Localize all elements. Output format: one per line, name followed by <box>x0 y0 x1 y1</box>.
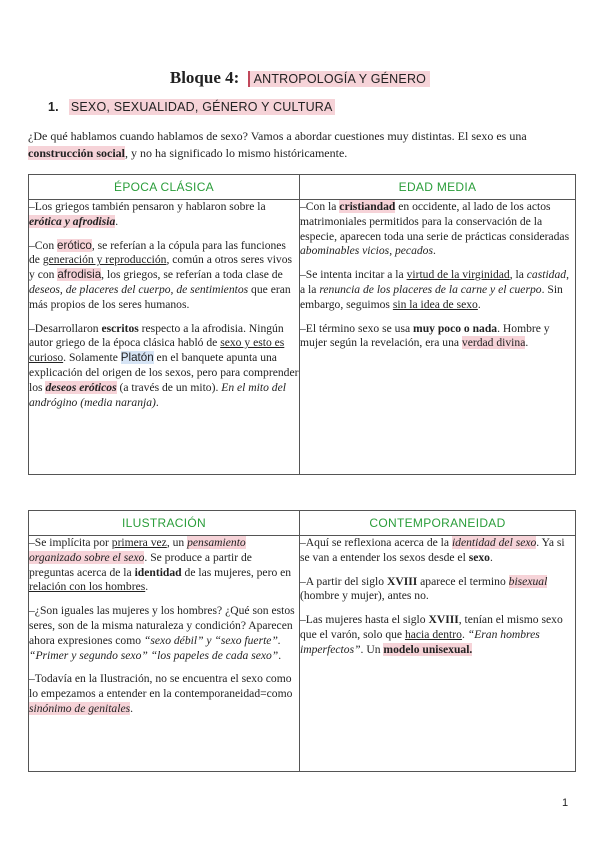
table-ilustracion-contemporaneidad <box>28 510 576 772</box>
intro-text-end: , y no ha significado lo mismo históricamente. <box>125 146 348 160</box>
paragraph: –Todavía en la Ilustración, no se encuentra el sexo como lo empezamos a entender en la contemporaneidad=como sinónimo de genitales. <box>29 672 293 715</box>
section-heading <box>48 100 335 114</box>
header-ilustracion: ILUSTRACIÓN <box>29 511 300 536</box>
paragraph: –¿Son iguales las mujeres y los hombres? ¿Qué son estos seres, son de la misma naturaleza y condición? Aparecen ahora expresiones como “sexo débil” y “sexo fuerte”. “Primer y segundo sexo” “los papeles de cada sexo”. <box>29 604 295 662</box>
paragraph: –Se implícita por primera vez, un pensamiento organizado sobre el sexo. Se produce a partir de preguntas acerca de la identidad de las mujeres, pero en relación con los hombres. <box>29 536 292 594</box>
cell-contemporaneidad <box>300 536 576 772</box>
page-number: 1 <box>562 797 569 809</box>
bloque-subject: ANTROPOLOGÍA Y GÉNERO <box>248 71 431 87</box>
bloque-label: Bloque 4: <box>169 68 240 87</box>
header-epoca-clasica: ÉPOCA CLÁSICA <box>29 175 300 200</box>
paragraph: –A partir del siglo XVIII aparece el termino bisexual (hombre y mujer), antes no. <box>300 574 548 603</box>
intro-paragraph <box>28 128 573 162</box>
section-number: 1. <box>48 100 59 114</box>
table-clasica-media <box>28 174 576 475</box>
cell-epoca-clasica <box>29 200 300 475</box>
header-contemporaneidad: CONTEMPORANEIDAD <box>300 511 576 536</box>
page-title <box>0 68 600 88</box>
paragraph: –El término sexo se usa muy poco o nada. Hombre y mujer según la revelación, era una verdad divina. <box>300 321 550 350</box>
cell-edad-media <box>300 200 576 475</box>
paragraph: –Aquí se reflexiona acerca de la identidad del sexo. Ya si se van a entender los sexos desde el sexo. <box>300 536 565 564</box>
section-title: SEXO, SEXUALIDAD, GÉNERO Y CULTURA <box>70 100 333 114</box>
paragraph: –Con la cristiandad en occidente, al lado de los actos matrimoniales permitidos para la conservación de la especie, aparecen toda una serie de prácticas consideradas abominables vicios, pecados. <box>300 200 570 258</box>
paragraph: –Desarrollaron escritos respecto a la afrodisia. Ningún autor griego de la época clásica habló de sexo y esto es curioso. Solamente Platón en el banquete apunta una explicación del origen de los sexos, pero para comprender los deseos eróticos (a través de un mito). En el mito del andrógino (media naranja). <box>29 321 299 409</box>
header-edad-media: EDAD MEDIA <box>300 175 576 200</box>
paragraph: –Se intenta incitar a la virtud de la virginidad, la castidad, a la renuncia de los placeres de la carne y el cuerpo. Sin embargo, seguimos sin la idea de sexo. <box>300 268 569 311</box>
paragraph: –Con erótico, se referían a la cópula para las funciones de generación y reproducción, común a otros seres vivos y con afrodisia, los griegos, se referían a toda clase de deseos, de placeres del cuerpo, de sentimientos que eran más propios de los seres humanos. <box>29 238 293 311</box>
cell-ilustracion <box>29 536 300 772</box>
intro-text: ¿De qué hablamos cuando hablamos de sexo? Vamos a abordar cuestiones muy distintas. El sexo es una <box>28 129 527 143</box>
paragraph: –Los griegos también pensaron y hablaron sobre la erótica y afrodisia. <box>29 200 266 228</box>
paragraph: –Las mujeres hasta el siglo XVIII, tenían el mismo sexo que el varón, solo que hacia dentro. “Eran hombres imperfectos”. Un modelo unisexual. <box>300 613 563 656</box>
intro-highlight: construcción social <box>28 146 125 160</box>
